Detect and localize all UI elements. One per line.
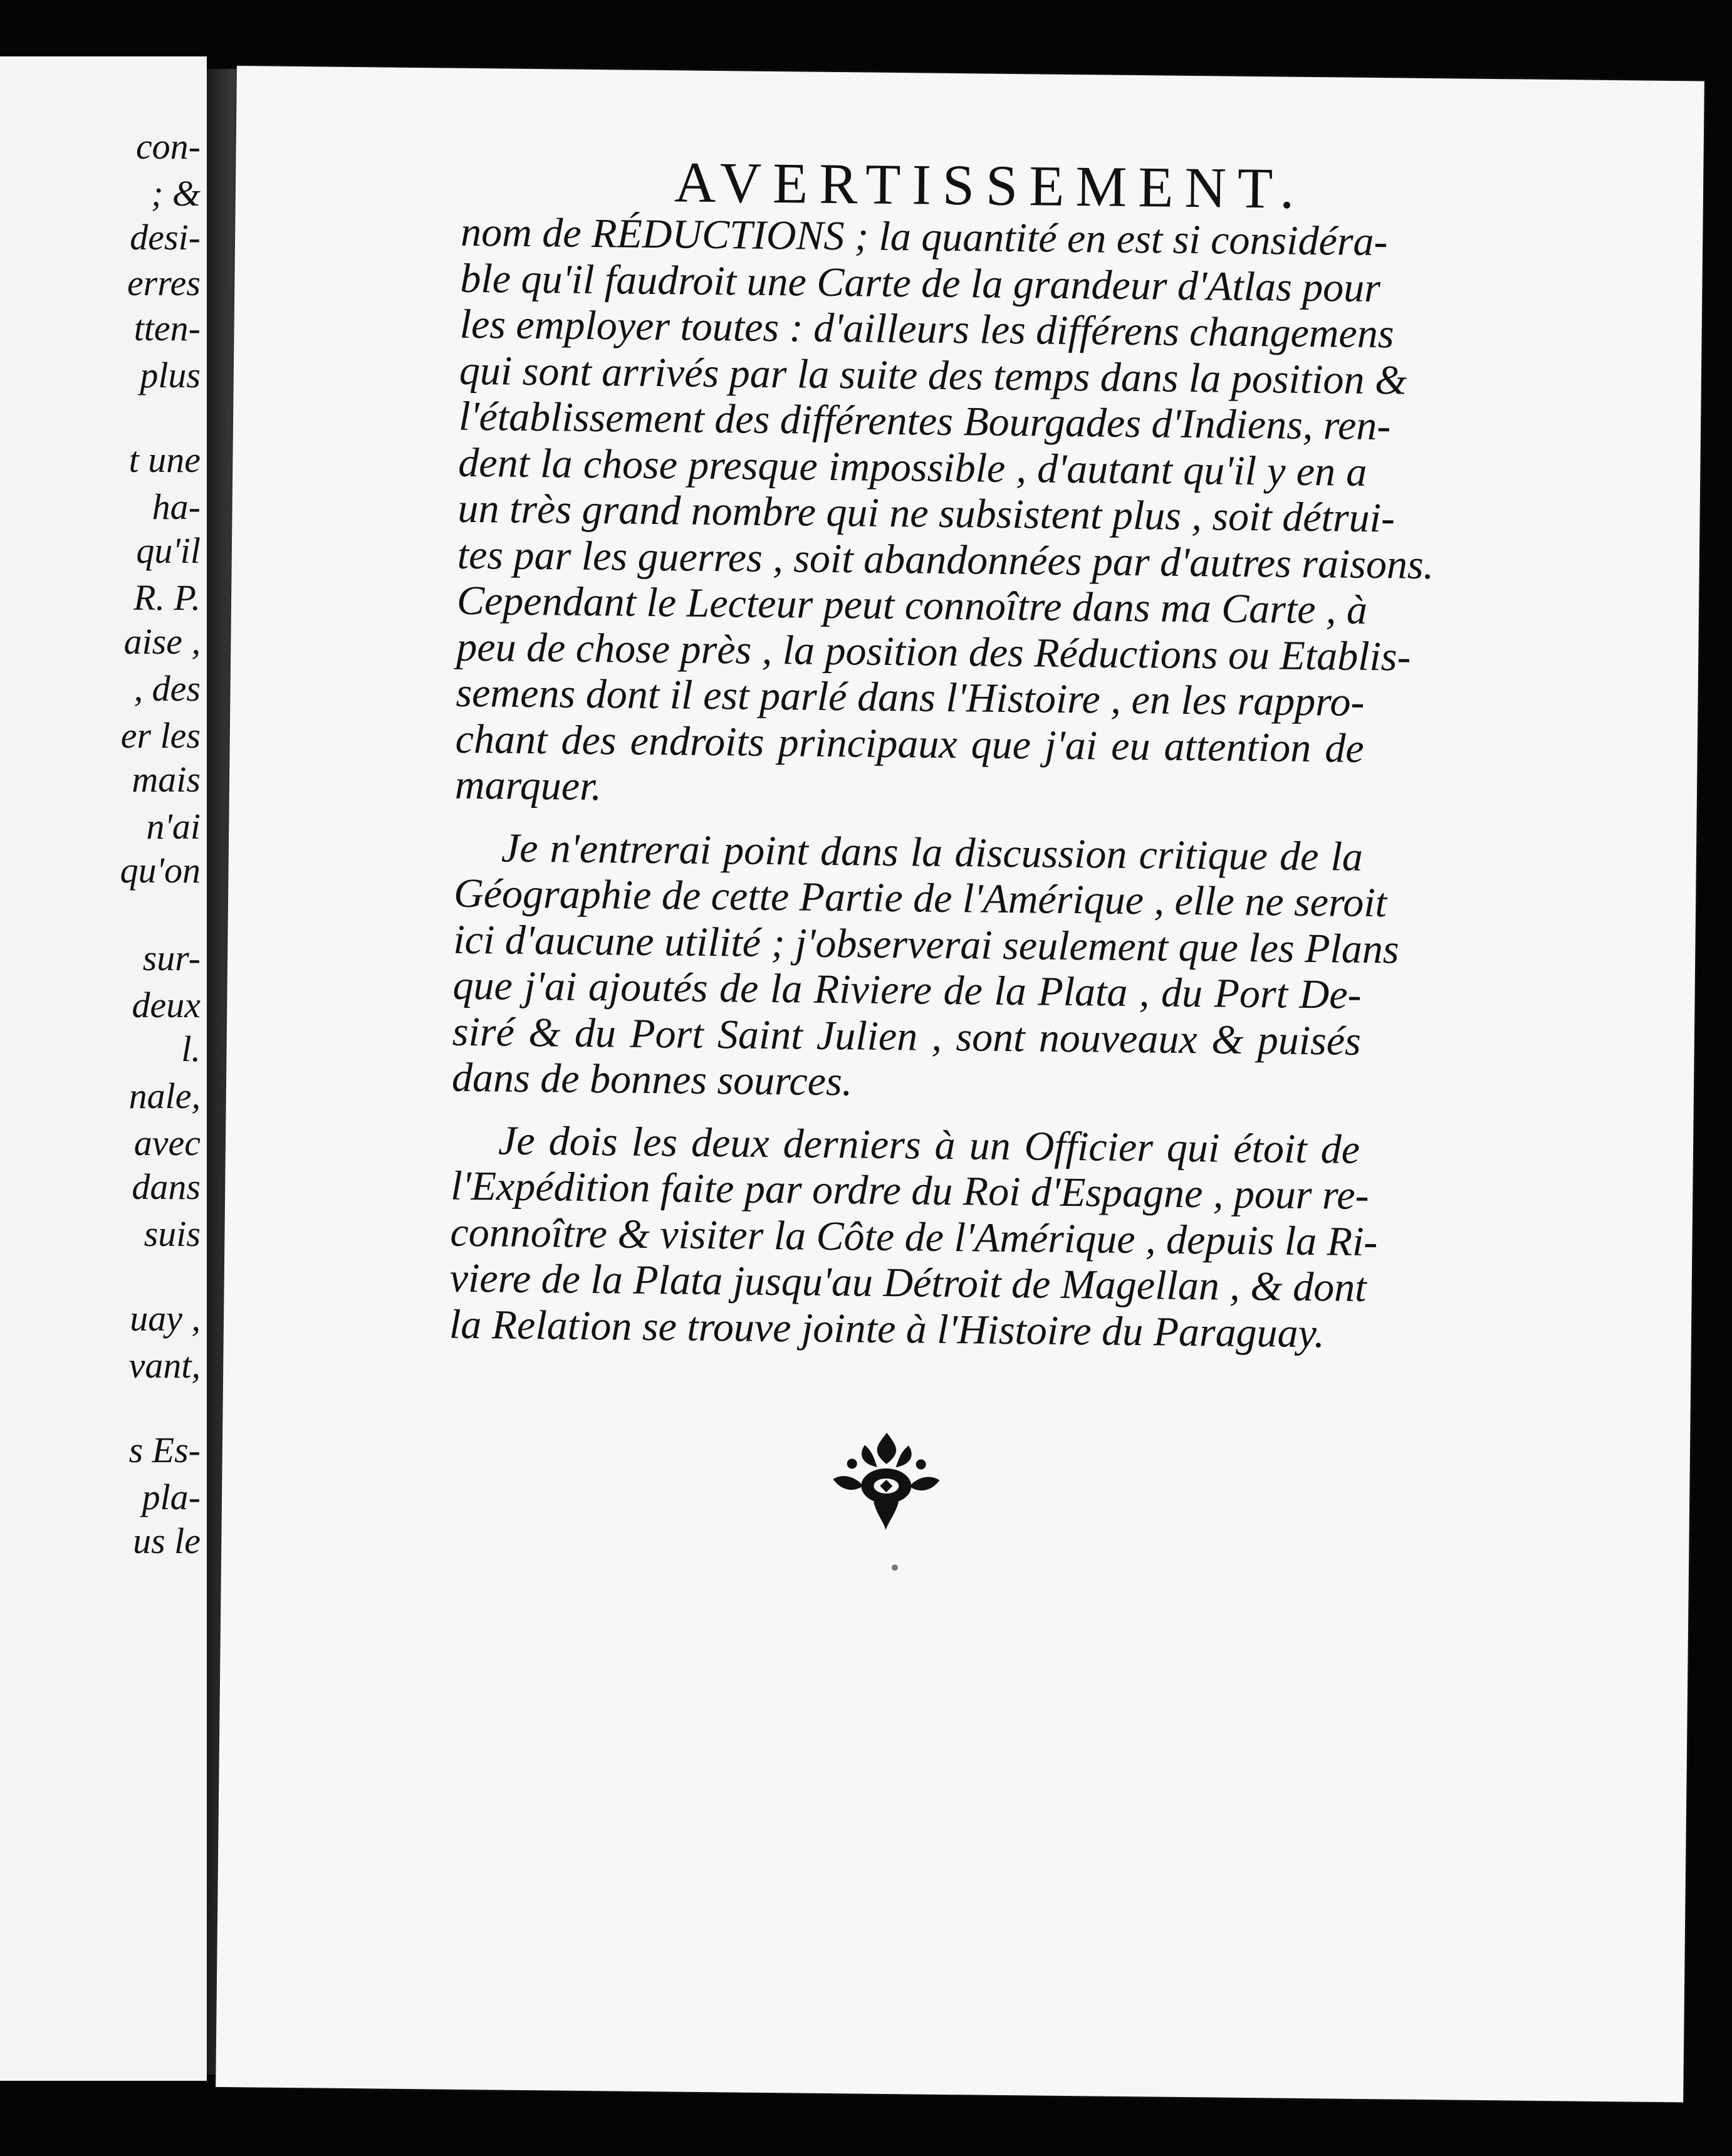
facing-page-fragment: avec: [133, 1122, 201, 1163]
facing-page-fragment: qu'on: [120, 850, 201, 891]
text-line: semens dont il est parlé dans l'Histoire , en les rappro-: [456, 669, 1365, 725]
facing-page-fragment: pla-: [142, 1477, 201, 1517]
text-line: que j'ai ajoutés de la Riviere de la Plata , du Port De-: [452, 962, 1362, 1018]
text-line: dent la chose presque impossible , d'autant qu'il y en a: [458, 439, 1367, 495]
facing-page-fragment: aise ,: [123, 621, 201, 662]
main-page: [216, 66, 1704, 2102]
facing-page-fragment: uay ,: [130, 1298, 201, 1339]
text-line: l'Expédition faite par ordre du Roi d'Espagne , pour re-: [450, 1163, 1369, 1219]
facing-page-fragment: con-: [135, 126, 201, 167]
text-line: un très grand nombre qui ne subsistent plus , soit détrui-: [457, 485, 1396, 542]
facing-page-fragment: deux: [132, 985, 201, 1025]
text-line: ble qu'il faudroit une Carte de la grandeur d'Atlas pour: [460, 255, 1381, 311]
facing-page-fragment: s Es-: [128, 1430, 201, 1470]
facing-page-fragment: ; &: [151, 173, 201, 214]
facing-page-fragment: n'ai: [146, 806, 201, 847]
facing-page-fragment: tten-: [133, 308, 201, 348]
text-line: viere de la Plata jusqu'au Détroit de Magellan , & dont: [449, 1255, 1367, 1311]
facing-page-fragment: R. P.: [133, 577, 201, 618]
text-line: nom de RÉDUCTIONS ; la quantité en est si considéra-: [460, 209, 1388, 265]
facing-page-fragment: t une: [128, 439, 201, 480]
text-line: Cependant le Lecteur peut connoître dans ma Carte , à: [456, 577, 1368, 633]
facing-page-fragment: , des: [133, 668, 201, 709]
facing-page-fragment: mais: [132, 759, 201, 800]
text-line: les employer toutes : d'ailleurs les différens changemens: [459, 301, 1394, 357]
facing-page-fragment: vant,: [128, 1345, 201, 1386]
facing-page-fragment: erres: [127, 263, 201, 303]
facing-page-fragment: desi-: [130, 217, 201, 258]
text-line: dans de bonnes sources.: [451, 1054, 853, 1105]
text-line: la Relation se trouve jointe à l'Histoire du Paraguay.: [449, 1301, 1325, 1356]
text-line: connoître & visiter la Côte de l'Amérique , depuis la Ri-: [450, 1209, 1378, 1265]
facing-page-fragment: sur-: [142, 938, 201, 978]
ink-smudge: [892, 1564, 898, 1571]
text-line: ici d'aucune utilité ; j'observerai seulement que les Plans: [453, 916, 1399, 972]
text-line: l'établissement des différentes Bourgades d'Indiens, ren-: [458, 393, 1391, 449]
facing-page-fragment: er les: [120, 715, 201, 756]
facing-page-fragment: suis: [143, 1213, 201, 1254]
text-line: peu de chose près , la position des Réductions ou Etablis-: [456, 624, 1411, 680]
fleuron-ornament-icon: [827, 1426, 947, 1534]
body-text: [449, 209, 1434, 1357]
text-line: tes par les guerres , soit abandonnées par d'autres raisons.: [457, 531, 1434, 588]
text-line: chant des endroits principaux que j'ai eu attention de: [455, 716, 1365, 772]
facing-page-fragment: plus: [140, 355, 201, 395]
facing-page-left: [0, 56, 207, 2081]
text-line: Je dois les deux derniers à un Officier qui étoit de: [498, 1117, 1360, 1173]
text-line: Géographie de cette Partie de l'Amérique , elle ne seroit: [453, 870, 1387, 926]
facing-page-fragment: dans: [132, 1166, 201, 1207]
facing-page-fragment: nale,: [128, 1075, 201, 1116]
text-line: Je n'entrerai point dans la discussion critique de la: [501, 824, 1364, 880]
text-line: marquer.: [454, 761, 602, 810]
facing-page-fragment: ha-: [152, 486, 201, 527]
facing-page-fragment: us le: [133, 1520, 201, 1561]
facing-page-fragment: qu'il: [136, 530, 201, 571]
page-heading: AVERTISSEMENT.: [674, 150, 1306, 221]
facing-page-fragment: l.: [181, 1028, 201, 1069]
text-line: siré & du Port Saint Julien , sont nouveaux & puisés: [452, 1008, 1362, 1064]
text-line: qui sont arrivés par la suite des temps dans la position &: [459, 347, 1407, 404]
